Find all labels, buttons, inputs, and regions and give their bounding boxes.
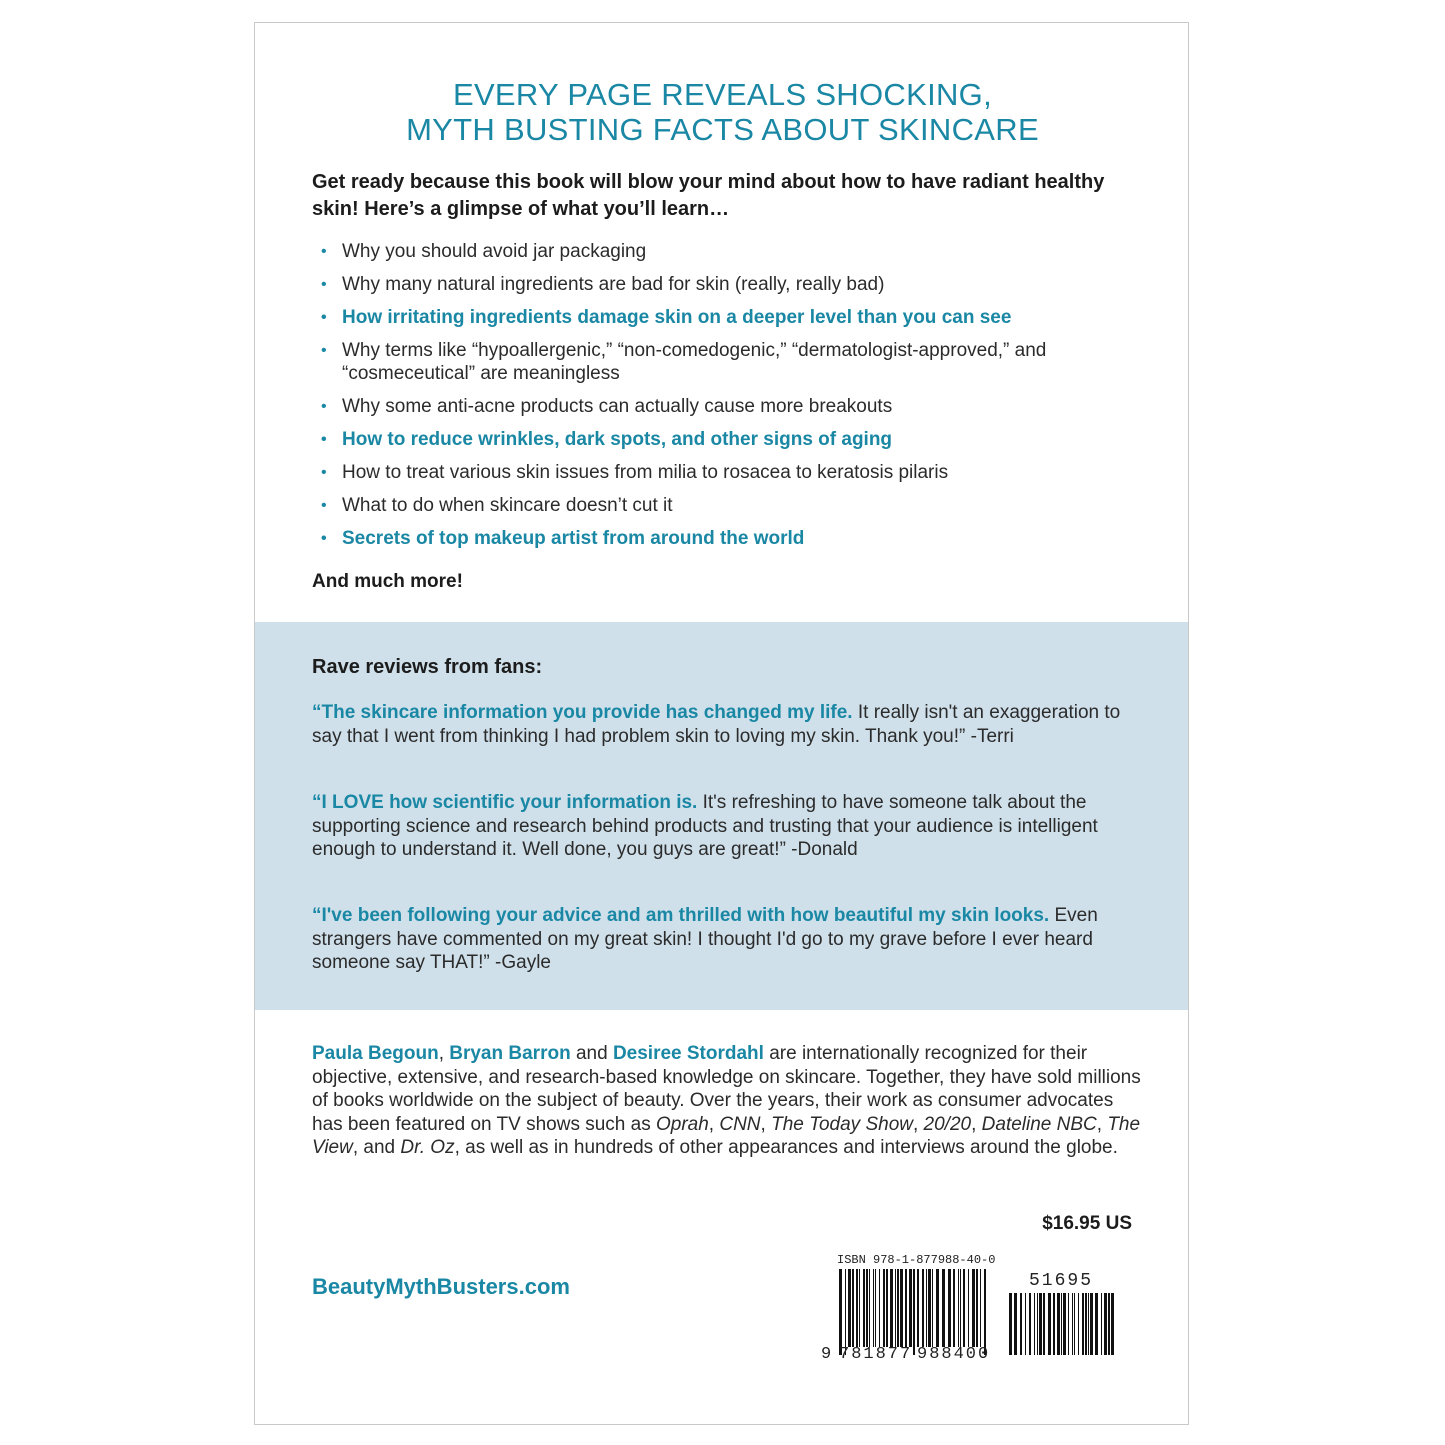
and-more-text: And much more! xyxy=(312,571,463,592)
bullet-icon: • xyxy=(321,431,327,448)
barcode-bar xyxy=(1057,1293,1060,1355)
list-item: • How to treat various skin issues from milia to rosacea to keratosis pilaris xyxy=(321,462,949,483)
barcode-bar xyxy=(1095,1293,1098,1355)
barcode-bar xyxy=(873,1269,874,1347)
barcode-bar xyxy=(897,1269,899,1347)
barcode-bar xyxy=(1085,1293,1087,1355)
barcode-lead-digit: 9 xyxy=(821,1345,832,1364)
list-item: • What to do when skincare doesn’t cut it xyxy=(321,495,673,516)
barcode-bars xyxy=(839,1269,986,1355)
barcode-bar xyxy=(866,1269,868,1347)
barcode-bar xyxy=(1053,1293,1055,1355)
bullet-icon: • xyxy=(321,309,327,326)
list-item: • How irritating ingredients damage skin on a deeper level than you can see xyxy=(321,307,1012,328)
barcode-bar xyxy=(1029,1293,1031,1355)
bullet-icon: • xyxy=(321,497,327,514)
list-item: • Why some anti-acne products can actually cause more breakouts xyxy=(321,396,893,417)
barcode-bar xyxy=(895,1269,896,1347)
website-link[interactable]: BeautyMythBusters.com xyxy=(312,1274,570,1299)
list-item: • Secrets of top makeup artist from around the world xyxy=(321,528,805,549)
barcode-bar xyxy=(875,1269,876,1347)
barcode-bar xyxy=(922,1269,924,1347)
reviews-panel xyxy=(255,622,1189,1010)
bullet-icon: • xyxy=(321,530,327,547)
list-item: • How to reduce wrinkles, dark spots, and other signs of aging xyxy=(321,429,893,450)
price: $16.95 US xyxy=(1042,1213,1132,1234)
headline xyxy=(255,77,1189,147)
intro-text: Get ready because this book will blow your mind about how to have radiant healthy skin! Here’s a glimpse of what you’ll learn… xyxy=(312,171,1105,220)
barcode-bar xyxy=(856,1269,858,1347)
author-name: Desiree Stordahl xyxy=(612,1043,764,1064)
barcode-bar xyxy=(980,1269,981,1347)
barcode-bar xyxy=(1090,1293,1093,1355)
barcode-bar xyxy=(976,1269,978,1347)
barcode-bar xyxy=(942,1269,945,1347)
barcode-bar xyxy=(960,1269,961,1347)
barcode-bar xyxy=(1111,1293,1114,1355)
barcode-addon-bars xyxy=(1009,1293,1114,1355)
review-donald: “I LOVE how scientific your information is. It's refreshing to have someone talk about the supporting science and research behind products and trusting that your audience is intelligent enough to understand it. Well done, you guys are great!” -Donald xyxy=(312,792,1098,860)
barcode-bar xyxy=(953,1269,955,1347)
list-item: • Why many natural ingredients are bad for skin (really, really bad) xyxy=(321,274,885,295)
barcode-bar xyxy=(863,1269,865,1347)
bullet-icon: • xyxy=(321,243,327,260)
barcode-bar xyxy=(852,1269,854,1347)
list-item: • Why you should avoid jar packaging xyxy=(321,241,647,262)
barcode-bar xyxy=(913,1269,915,1355)
author-name: Paula Begoun xyxy=(312,1043,439,1064)
barcode-bar xyxy=(1104,1293,1107,1355)
barcode-bar xyxy=(1068,1293,1069,1355)
barcode-bar xyxy=(1025,1293,1026,1355)
barcode-bar xyxy=(1061,1293,1062,1355)
barcode-bar xyxy=(926,1269,927,1347)
author-name: Bryan Barron xyxy=(449,1043,571,1064)
barcode-bar xyxy=(1074,1293,1075,1355)
barcode-bar xyxy=(917,1269,919,1347)
bullet-icon: • xyxy=(321,398,327,415)
barcode-bar xyxy=(984,1269,986,1355)
barcode-bar xyxy=(958,1269,959,1347)
headline-line-1: EVERY PAGE REVEALS SHOCKING, xyxy=(452,77,993,112)
author-bio: Paula Begoun, Bryan Barron and Desiree Stordahl are internationally recognized for their objective, extensive, and research-based knowledge on skincare. Together, they have sold millions of books worldwide on the subject of beauty. Over the years, their work as consumer advocates has been featured on TV shows such as Oprah, CNN, The Today Show, 20/20, Dateline NBC, The View, and Dr. Oz, as well as in hundreds of other appearances and interviews around the globe. xyxy=(312,1043,1141,1158)
barcode-bar xyxy=(890,1269,893,1347)
barcode-bar xyxy=(1043,1293,1045,1355)
barcode-bar xyxy=(909,1269,912,1347)
list-item: • Why terms like “hypoallergenic,” “non-comedogenic,” “dermatologist-approved,” and “cosmeceutical” are meaningless xyxy=(321,340,1047,384)
barcode-bar xyxy=(932,1269,933,1347)
barcode-bar xyxy=(869,1269,870,1347)
barcode-bar xyxy=(1082,1293,1084,1355)
headline-line-2: MYTH BUSTING FACTS ABOUT SKINCARE xyxy=(406,112,1039,147)
barcode-bar xyxy=(905,1269,907,1347)
barcode-bar xyxy=(900,1269,903,1347)
bullet-icon: • xyxy=(321,342,327,359)
barcode-bar xyxy=(1037,1293,1038,1355)
book-back-cover xyxy=(254,22,1189,1425)
barcode-bar xyxy=(1048,1293,1051,1355)
bullet-icon: • xyxy=(321,464,327,481)
barcode-bar xyxy=(879,1269,880,1347)
barcode-left-digits: 781877 xyxy=(839,1345,913,1364)
barcode-bar xyxy=(936,1269,939,1347)
isbn-label: ISBN 978-1-877988-40-0 xyxy=(837,1253,996,1267)
barcode-bar xyxy=(883,1269,885,1347)
barcode-bar xyxy=(1063,1293,1066,1355)
barcode-bar xyxy=(1009,1293,1012,1355)
barcode-bar xyxy=(968,1269,969,1347)
barcode-bar xyxy=(963,1269,965,1347)
barcode-bar xyxy=(1039,1293,1042,1355)
barcode-bar xyxy=(1108,1293,1110,1355)
barcode-right-digits: 988400 xyxy=(917,1345,991,1364)
barcode-bar xyxy=(972,1269,975,1347)
barcode-bar xyxy=(859,1269,860,1347)
review-gayle: “I've been following your advice and am thrilled with how beautiful my skin looks. Even strangers have commented on my great skin! I thought I'd go to my grave before I ever heard someone say THAT!” -Gayle xyxy=(312,905,1098,973)
barcode-bar xyxy=(848,1269,851,1347)
addon-number: 51695 xyxy=(1029,1271,1094,1291)
barcode-bar xyxy=(845,1269,846,1355)
barcode-bar xyxy=(839,1269,842,1355)
barcode-bar xyxy=(1014,1293,1017,1355)
barcode-bar xyxy=(1078,1293,1079,1355)
barcode-bar xyxy=(1072,1293,1073,1355)
barcode-bar xyxy=(1101,1293,1102,1355)
barcode-bar xyxy=(1088,1293,1089,1355)
review-terri: “The skincare information you provide has changed my life. It really isn't an exaggeration to say that I went from thinking I had problem skin to loving my skin. Thank you!” -Terri xyxy=(312,702,1121,747)
bullet-icon: • xyxy=(321,276,327,293)
learn-list xyxy=(312,240,1142,550)
barcode-bar xyxy=(886,1269,888,1347)
barcode-bar xyxy=(948,1269,951,1347)
barcode-bar xyxy=(1034,1293,1035,1355)
barcode-bar xyxy=(1020,1293,1022,1355)
reviews-title: Rave reviews from fans: xyxy=(312,656,543,678)
barcode-bar xyxy=(928,1269,931,1347)
